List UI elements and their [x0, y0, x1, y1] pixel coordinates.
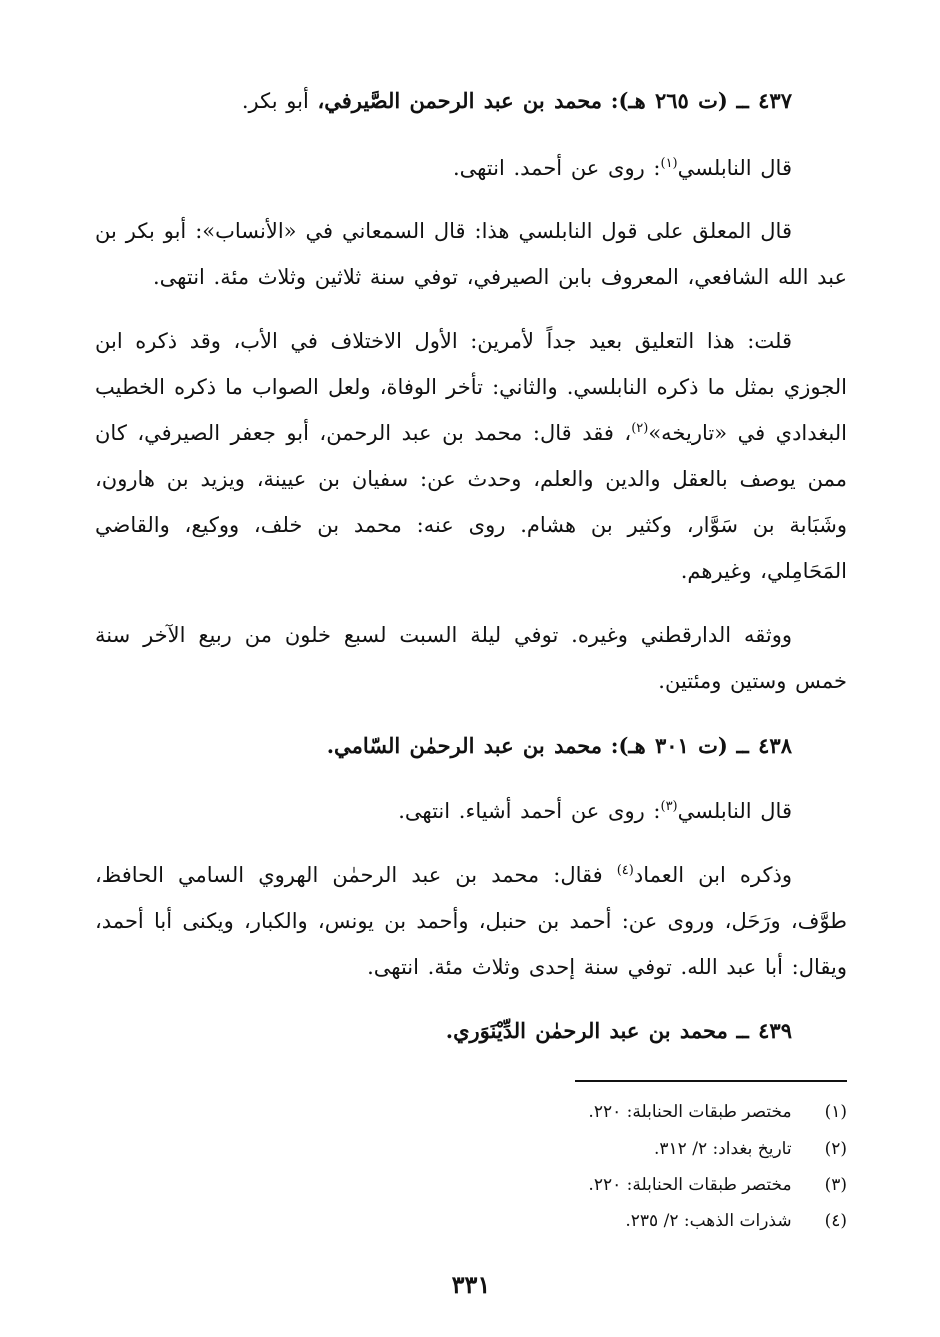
paragraph-text: : روى عن أحمد أشياء. انتهى.	[398, 799, 661, 823]
footnote-ref-4: (٤)	[616, 863, 634, 878]
footnote-number: (١)	[824, 1102, 847, 1122]
footnote-number: (٢)	[824, 1139, 847, 1159]
entry-number: ٤٣٨ ــ	[736, 733, 792, 758]
paragraph-ibn-al-imad	[95, 852, 847, 990]
paragraph-text: قلت: هذا التعليق بعيد جداً لأمرين: الأول الاختلاف في الأب، وقد ذكره ابن الجوزي بمثل ما ذكره النابلسي. والثاني: تأخر الوفاة، ولعل الصواب ما ذكره الخطيب البغدادي في «تاريخه»	[95, 329, 847, 445]
entry-date: (ت ٣٠١ هـ):	[610, 733, 728, 758]
paragraph-text: ، فقد قال: محمد بن عبد الرحمن، أبو جعفر الصيرفي، كان ممن يوصف بالعقل والدين والعلم، وحدث عن: سفيان بن عيينة، ويزيد بن هارون، وشَبَابة بن سَوَّار، وكثير بن هشام. روى عنه: محمد بن خلف، ووكيع، والقاضي المَحَامِلي، وغيرهم.	[95, 421, 847, 583]
page-number: ٣٣١	[451, 1270, 491, 1299]
paragraph-text: فقال: محمد بن عبد الرحمٰن الهروي السامي الحافظ، طوَّف، ورَحَل، وروى عن: أحمد بن حنبل، وأحمد بن يونس، والكبار، ويكنى أبا أحمد، ويقال: أبا عبد الله. توفي سنة إحدى وثلاث مئة. انتهى.	[95, 863, 847, 979]
footnote-divider	[575, 1080, 847, 1082]
paragraph-text: وذكره ابن العماد	[633, 863, 792, 887]
paragraph-text: : روى عن أحمد. انتهى.	[452, 156, 661, 180]
footnote-3	[95, 1173, 847, 1197]
entry-439-heading	[95, 1008, 847, 1054]
book-page	[95, 0, 847, 1337]
footnote-ref-3: (٣)	[660, 799, 678, 814]
footnote-4	[95, 1209, 847, 1233]
paragraph-death-date: ووثقه الدارقطني وغيره. توفي ليلة السبت لسبع خلون من ربيع الآخر سنة خمس وستين ومئتين.	[95, 623, 847, 693]
footnote-ref-1: (١)	[660, 156, 678, 171]
paragraph-text: قال النابلسي	[677, 799, 792, 823]
paragraph-nabulsi-2	[95, 788, 847, 834]
entry-kunya: أبو بكر.	[241, 89, 309, 113]
footnote-1	[95, 1100, 847, 1124]
footnote-text: مختصر طبقات الحنابلة: ٢٢٠.	[588, 1175, 792, 1195]
footnote-ref-2: (٢)	[631, 421, 649, 436]
entry-number: ٤٣٩ ــ	[736, 1018, 792, 1043]
paragraph-text: قال النابلسي	[677, 156, 792, 180]
entry-438-heading	[95, 723, 847, 769]
footnote-text: شذرات الذهب: ٢/ ٢٣٥.	[625, 1211, 792, 1231]
paragraph-nabulsi-1	[95, 145, 847, 191]
entry-name: محمد بن عبد الرحمٰن الدِّيْنَوَري.	[445, 1018, 728, 1043]
footnote-2	[95, 1137, 847, 1161]
entry-437-heading	[95, 78, 847, 124]
entry-name: محمد بن عبد الرحمٰن السّامي.	[326, 733, 603, 758]
entry-date: (ت ٢٦٥ هـ):	[610, 88, 728, 113]
footnote-text: تاريخ بغداد: ٢/ ٣١٢.	[653, 1139, 792, 1159]
footnote-number: (٤)	[824, 1211, 847, 1231]
footnote-text: مختصر طبقات الحنابلة: ٢٢٠.	[588, 1102, 792, 1122]
entry-name: محمد بن عبد الرحمن الصَّيرفي،	[317, 88, 603, 113]
footnote-number: (٣)	[824, 1175, 847, 1195]
paragraph-author-note	[95, 318, 847, 594]
paragraph-commentator: قال المعلق على قول النابلسي هذا: قال السمعاني في «الأنساب»: أبو بكر بن عبد الله الشافعي، المعروف بابن الصيرفي، توفي سنة ثلاثين وثلاث مئة. انتهى.	[95, 219, 847, 289]
entry-number: ٤٣٧ ــ	[736, 88, 792, 113]
